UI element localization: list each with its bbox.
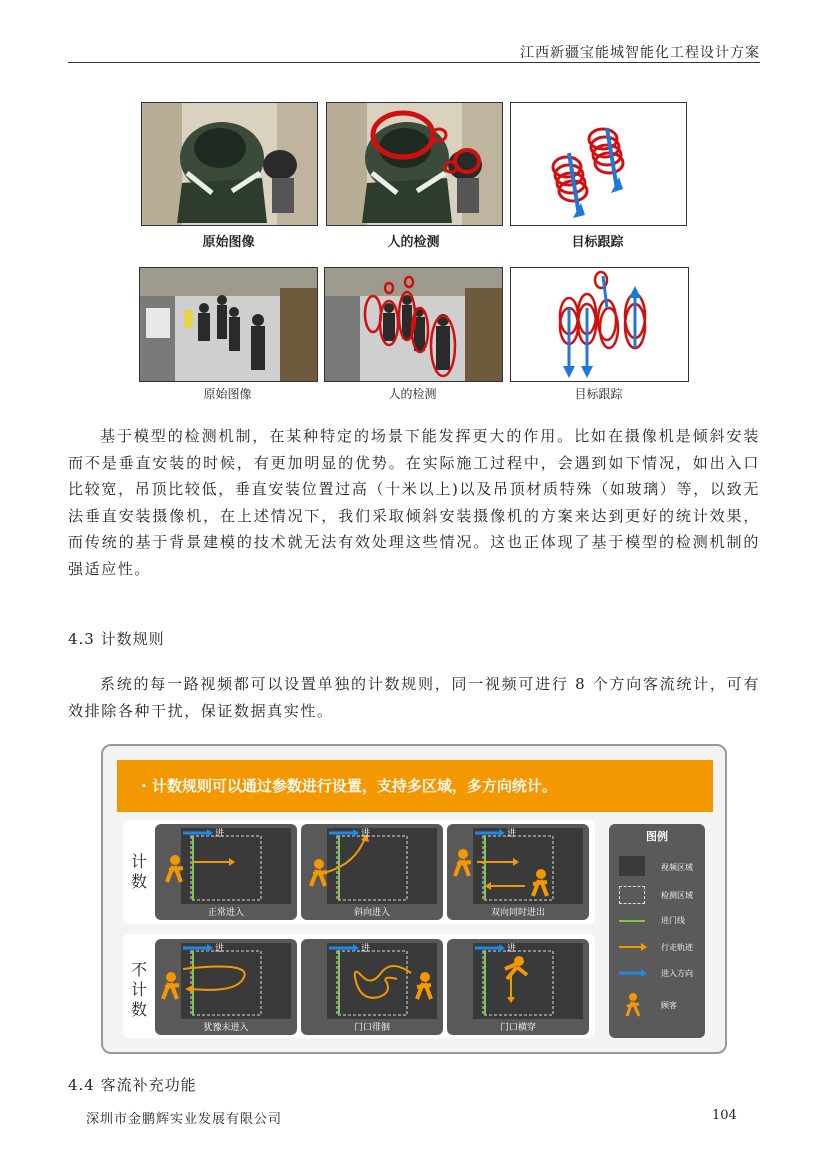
photo-original-overhead bbox=[141, 102, 318, 226]
caption-original-2: 原始图像 bbox=[203, 387, 252, 401]
cell-bidirectional bbox=[447, 824, 589, 920]
legend-label: 顾客 bbox=[661, 1001, 677, 1010]
cell-label: 双向同时进出 bbox=[490, 908, 545, 918]
enter-label: 进 bbox=[215, 829, 225, 839]
diagram-legend bbox=[609, 824, 705, 1038]
caption-detection-2: 人的检测 bbox=[388, 387, 437, 401]
photo-detection-oblique bbox=[324, 267, 503, 382]
caption-tracking: 目标跟踪 bbox=[571, 235, 624, 250]
legend-title: 图例 bbox=[646, 830, 668, 843]
cell-label: 门口徘徊 bbox=[353, 1023, 390, 1033]
enter-label: 进 bbox=[361, 944, 371, 954]
cell-label: 斜向进入 bbox=[353, 908, 390, 918]
cell-normal-entry bbox=[155, 824, 297, 920]
tracking-diagram-2 bbox=[510, 267, 689, 382]
enter-label: 进 bbox=[215, 944, 225, 954]
cell-cross bbox=[447, 939, 589, 1035]
legend-label: 进门线 bbox=[661, 916, 685, 925]
section-heading-4-3: 4.3 计数规则 bbox=[68, 630, 165, 648]
customer-icon bbox=[621, 992, 645, 1018]
cell-label: 犹豫未进入 bbox=[203, 1023, 249, 1033]
enter-label: 进 bbox=[361, 829, 371, 839]
paragraph-model-detection bbox=[68, 423, 760, 583]
footer-company: 深圳市金鹏辉实业发展有限公司 bbox=[86, 1112, 283, 1127]
section-heading-4-4: 4.4 客流补充功能 bbox=[68, 1076, 197, 1094]
enter-label: 进 bbox=[507, 944, 517, 954]
cell-label: 正常进入 bbox=[207, 908, 244, 918]
cell-hesitate bbox=[155, 939, 297, 1035]
legend-label: 行走轨迹 bbox=[661, 943, 693, 952]
photo-original-oblique bbox=[139, 267, 318, 382]
footer-page-number: 104 bbox=[712, 1108, 737, 1123]
header-rule bbox=[68, 62, 760, 63]
caption-detection: 人的检测 bbox=[387, 235, 440, 250]
cell-oblique-entry bbox=[301, 824, 443, 920]
page-header: 江西新疆宝能城智能化工程设计方案 bbox=[520, 45, 760, 61]
nocount-side-label: 不 计 数 bbox=[130, 960, 147, 1019]
paragraph-2-text: 系统的每一路视频都可以设置单独的计数规则，同一视频可进行 8 个方向客流统计，可有效排除各种干扰，保证数据真实性。 bbox=[68, 675, 760, 720]
counting-rules-diagram bbox=[101, 744, 727, 1054]
cell-loiter bbox=[301, 939, 443, 1035]
legend-label: 视频区域 bbox=[661, 863, 693, 872]
paragraph-1-text: 基于模型的检测机制，在某种特定的场景下能发挥更大的作用。比如在摄像机是倾斜安装而不是垂直安装的时候，有更加明显的优势。在实际施工过程中，会遇到如下情况，如出入口比较宽，吊顶比较低，垂直安装位置过高（十米以上)以及吊顶材质特殊（如玻璃）等，以致无法垂直安装摄像机，在上述情况下，我们采取倾斜安装摄像机的方案来达到更好的统计效果，而传统的基于背景建模的技术就无法有效处理这些情况。这也正体现了基于模型的检测机制的强适应性。 bbox=[68, 427, 760, 578]
count-side-label: 计 数 bbox=[130, 852, 147, 891]
legend-label: 检测区域 bbox=[661, 891, 693, 900]
enter-label: 进 bbox=[507, 829, 517, 839]
diagram-banner: · 计数规则可以通过参数进行设置，支持多区域，多方向统计。 bbox=[117, 760, 713, 812]
photo-human-detection-overhead bbox=[326, 102, 503, 226]
cell-label: 门口横穿 bbox=[499, 1023, 536, 1033]
tracking-diagram-1 bbox=[510, 102, 687, 226]
caption-original: 原始图像 bbox=[202, 235, 255, 250]
legend-label: 进入方向 bbox=[661, 969, 693, 978]
paragraph-counting-rules bbox=[68, 671, 760, 724]
caption-tracking-2: 目标跟踪 bbox=[574, 387, 623, 401]
